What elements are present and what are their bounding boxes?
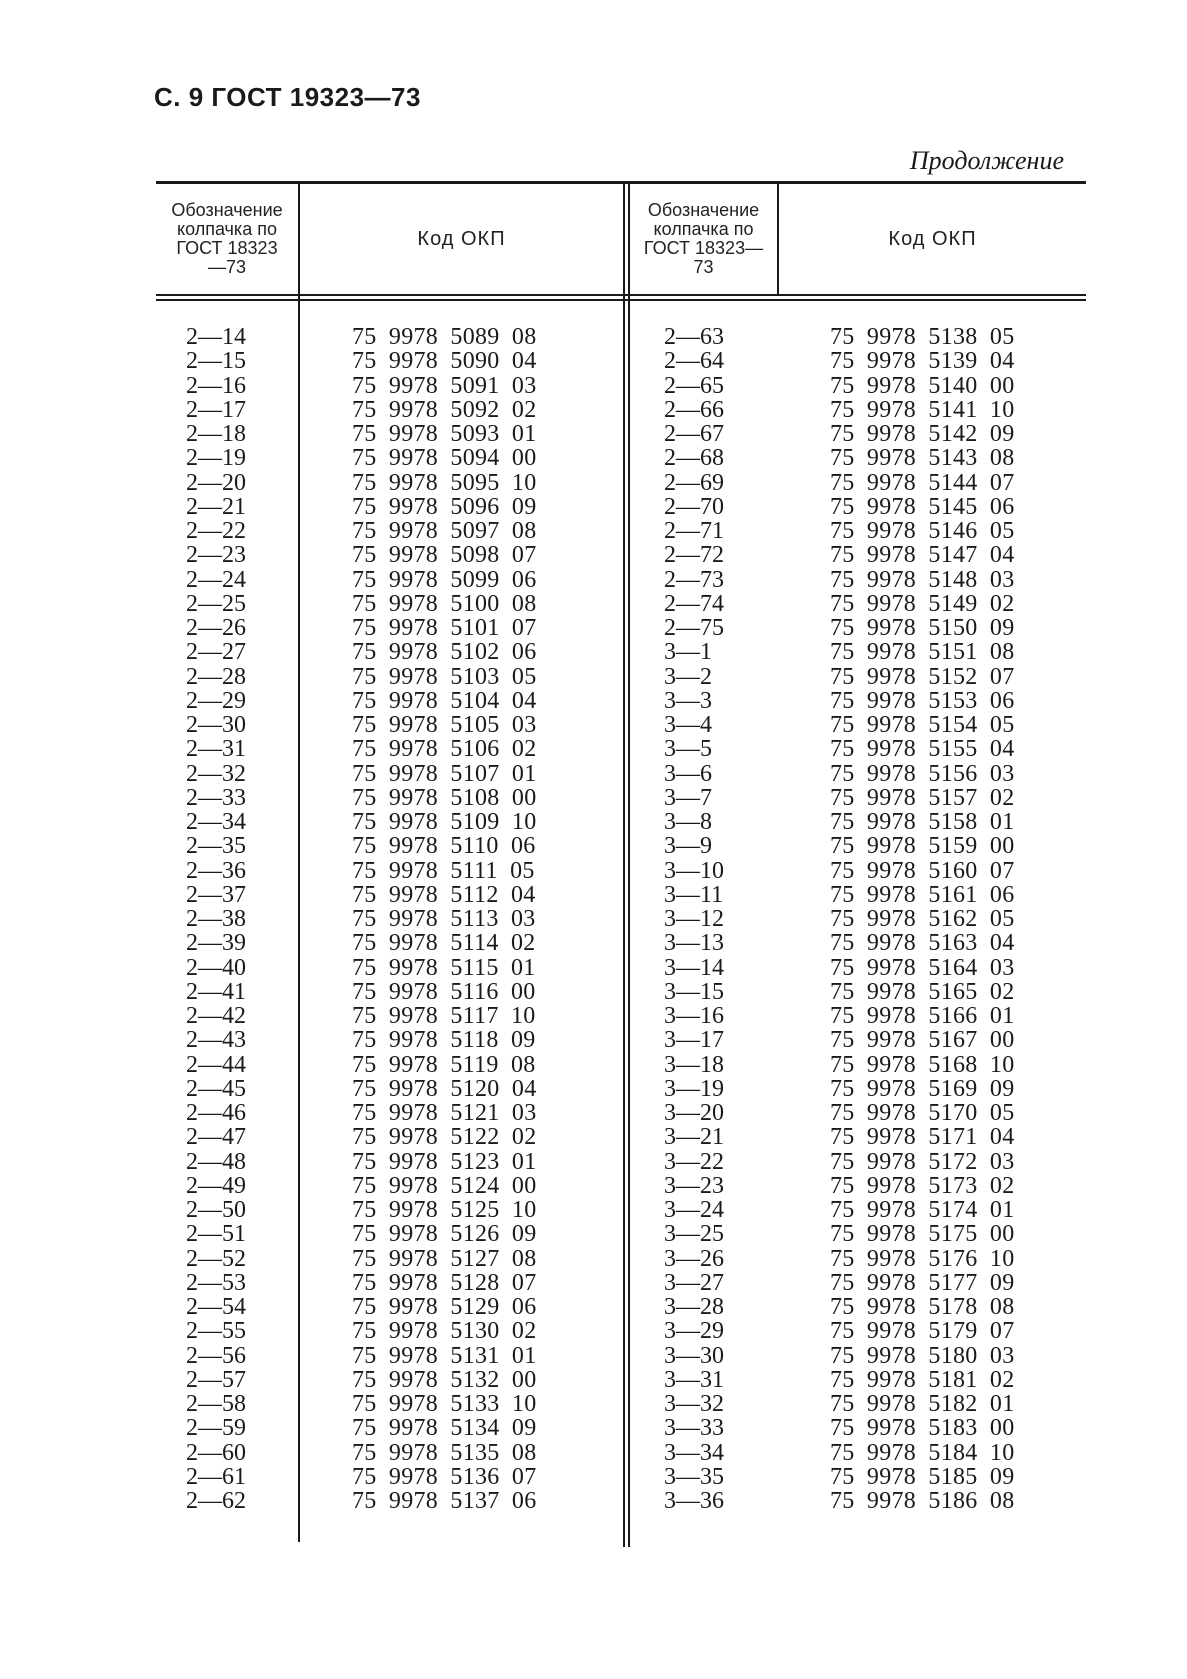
okp-code-cell: 75 9978 5145 06: [830, 493, 1015, 520]
okp-code-cell: 75 9978 5106 02: [352, 736, 537, 763]
okp-code-cell: 75 9978 5092 02: [352, 396, 537, 423]
designation-cell: 2—61: [186, 1463, 246, 1490]
continuation-label: Продолжение: [909, 146, 1064, 175]
okp-code-cell: 75 9978 5180 03: [830, 1342, 1015, 1369]
designation-cell: 2—49: [186, 1172, 246, 1199]
okp-code-cell: 75 9978 5126 09: [352, 1221, 537, 1248]
page-title: С. 9 ГОСТ 19323—73: [154, 82, 421, 112]
okp-code-cell: 75 9978 5116 00: [352, 978, 536, 1005]
okp-code-cell: 75 9978 5107 01: [352, 760, 537, 787]
okp-code-cell: 75 9978 5147 04: [830, 542, 1015, 569]
designation-cell: 2—15: [186, 348, 246, 375]
designation-cell: 2—40: [186, 954, 246, 981]
designation-cell: 2—47: [186, 1124, 246, 1151]
okp-code-cell: 75 9978 5090 04: [352, 348, 537, 375]
designation-cell: 3—10: [664, 857, 724, 884]
okp-code-cell: 75 9978 5165 02: [830, 978, 1015, 1005]
okp-code-cell: 75 9978 5156 03: [830, 760, 1015, 787]
designation-cell: 2—22: [186, 518, 246, 544]
okp-code-cell: 75 9978 5094 00: [352, 445, 537, 472]
okp-code-cell: 75 9978 5102 06: [352, 639, 537, 666]
designation-cell: 2—55: [186, 1318, 246, 1345]
okp-code-cell: 75 9978 5170 05: [830, 1100, 1015, 1126]
header-designation-text: Обозначение колпачка по ГОСТ 18323—73: [643, 200, 764, 277]
designation-cell: 2—70: [664, 493, 724, 520]
designation-cell: 2—43: [186, 1027, 246, 1054]
designation-cell: 3—20: [664, 1100, 724, 1126]
okp-code-cell: 75 9978 5139 04: [830, 348, 1015, 375]
header-designation-left: [156, 184, 298, 294]
okp-code-cell: 75 9978 5162 05: [830, 906, 1015, 932]
designation-cell: 2—44: [186, 1051, 246, 1078]
okp-code-cell: 75 9978 5113 03: [352, 906, 536, 932]
designation-cell: 2—26: [186, 615, 246, 641]
designation-cell: 2—66: [664, 396, 724, 423]
okp-code-cell: 75 9978 5142 09: [830, 421, 1015, 447]
okp-code-cell: 75 9978 5127 08: [352, 1245, 537, 1272]
okp-code-cell: 75 9978 5097 08: [352, 518, 537, 544]
designation-cell: 3—27: [664, 1269, 724, 1296]
designation-cell: 3—24: [664, 1197, 724, 1223]
okp-code-cell: 75 9978 5146 05: [830, 518, 1015, 544]
designation-cell: 2—63: [664, 324, 724, 350]
designation-cell: 2—74: [664, 590, 724, 617]
okp-code-cell: 75 9978 5098 07: [352, 542, 537, 569]
okp-code-cell: 75 9978 5153 06: [830, 687, 1015, 714]
designation-cell: 3—8: [664, 809, 712, 835]
designation-cell: 2—38: [186, 906, 246, 932]
okp-code-cell: 75 9978 5167 00: [830, 1027, 1015, 1054]
designation-cell: 2—51: [186, 1221, 246, 1248]
okp-code-cell: 75 9978 5117 10: [352, 1003, 536, 1029]
designation-cell: 2—19: [186, 445, 246, 472]
okp-code-cell: 75 9978 5096 09: [352, 493, 537, 520]
designation-cell: 2—17: [186, 396, 246, 423]
designation-cell: 2—21: [186, 493, 246, 520]
designation-cell: 3—16: [664, 1003, 724, 1029]
designation-cell: 2—64: [664, 348, 724, 375]
designation-cell: 3—21: [664, 1124, 724, 1151]
designation-cell: 2—59: [186, 1415, 246, 1442]
okp-code-cell: 75 9978 5159 00: [830, 833, 1015, 860]
designation-cell: 2—71: [664, 518, 724, 544]
designation-cell: 2—52: [186, 1245, 246, 1272]
okp-code-cell: 75 9978 5168 10: [830, 1051, 1015, 1078]
okp-code-cell: 75 9978 5158 01: [830, 809, 1015, 835]
designation-cell: 2—53: [186, 1269, 246, 1296]
designation-cell: 2—18: [186, 421, 246, 447]
designation-cell: 2—67: [664, 421, 724, 447]
designation-cell: 2—27: [186, 639, 246, 666]
okp-code-cell: 75 9978 5171 04: [830, 1124, 1015, 1151]
okp-code-cell: 75 9978 5109 10: [352, 809, 537, 835]
column-divider: [623, 184, 625, 1547]
designation-cell: 3—26: [664, 1245, 724, 1272]
okp-code-cell: 75 9978 5141 10: [830, 396, 1015, 423]
okp-code-cell: 75 9978 5091 03: [352, 372, 537, 399]
okp-code-cell: 75 9978 5100 08: [352, 590, 537, 617]
designation-cell: 3—28: [664, 1294, 724, 1320]
okp-code-cell: 75 9978 5128 07: [352, 1269, 537, 1296]
designation-cell: 3—30: [664, 1342, 724, 1369]
okp-code-cell: 75 9978 5148 03: [830, 566, 1015, 593]
designation-cell: 2—48: [186, 1148, 246, 1175]
designation-cell: 2—35: [186, 833, 246, 860]
okp-code-cell: 75 9978 5136 07: [352, 1463, 537, 1490]
okp-code-cell: 75 9978 5111 05: [352, 857, 535, 884]
designation-cell: 2—41: [186, 978, 246, 1005]
table-header-rule: [156, 294, 1086, 296]
okp-code-cell: 75 9978 5112 04: [352, 881, 536, 908]
okp-code-cell: 75 9978 5172 03: [830, 1148, 1015, 1175]
designation-cell: 3—11: [664, 881, 724, 908]
okp-code-cell: 75 9978 5186 08: [830, 1488, 1015, 1514]
okp-code-cell: 75 9978 5143 08: [830, 445, 1015, 472]
okp-code-cell: 75 9978 5163 04: [830, 930, 1015, 957]
okp-code-cell: 75 9978 5161 06: [830, 881, 1015, 908]
okp-code-cell: 75 9978 5089 08: [352, 324, 537, 350]
designation-cell: 2—72: [664, 542, 724, 569]
designation-cell: 3—5: [664, 736, 712, 763]
okp-code-cell: 75 9978 5181 02: [830, 1366, 1015, 1393]
okp-code-cell: 75 9978 5176 10: [830, 1245, 1015, 1272]
designation-cell: 2—56: [186, 1342, 246, 1369]
okp-code-cell: 75 9978 5185 09: [830, 1463, 1015, 1490]
designation-cell: 2—37: [186, 881, 246, 908]
designation-cell: 2—30: [186, 712, 246, 738]
okp-code-cell: 75 9978 5093 01: [352, 421, 537, 447]
okp-code-cell: 75 9978 5120 04: [352, 1075, 537, 1102]
designation-cell: 2—50: [186, 1197, 246, 1223]
designation-cell: 2—46: [186, 1100, 246, 1126]
okp-code-cell: 75 9978 5131 01: [352, 1342, 537, 1369]
designation-cell: 2—42: [186, 1003, 246, 1029]
okp-code-cell: 75 9978 5183 00: [830, 1415, 1015, 1442]
okp-code-cell: 75 9978 5166 01: [830, 1003, 1015, 1029]
okp-code-cell: 75 9978 5115 01: [352, 954, 536, 981]
okp-code-cell: 75 9978 5184 10: [830, 1439, 1015, 1466]
code-column-left: [352, 325, 537, 1513]
designation-cell: 3—12: [664, 906, 724, 932]
header-code-left: Код ОКП: [417, 227, 506, 250]
designation-cell: 2—60: [186, 1439, 246, 1466]
okp-code-cell: 75 9978 5150 09: [830, 615, 1015, 641]
okp-code-cell: 75 9978 5108 00: [352, 784, 537, 811]
designation-cell: 2—20: [186, 469, 246, 496]
okp-code-cell: 75 9978 5129 06: [352, 1294, 537, 1320]
okp-code-cell: 75 9978 5122 02: [352, 1124, 537, 1151]
designation-cell: 2—24: [186, 566, 246, 593]
designation-cell: 3—29: [664, 1318, 724, 1345]
okp-code-cell: 75 9978 5132 00: [352, 1366, 537, 1393]
designation-cell: 2—34: [186, 809, 246, 835]
designation-cell: 2—62: [186, 1488, 246, 1514]
okp-code-cell: 75 9978 5101 07: [352, 615, 537, 641]
okp-code-cell: 75 9978 5144 07: [830, 469, 1015, 496]
okp-code-cell: 75 9978 5164 03: [830, 954, 1015, 981]
okp-code-cell: 75 9978 5134 09: [352, 1415, 537, 1442]
okp-code-cell: 75 9978 5105 03: [352, 712, 537, 738]
designation-cell: 3—33: [664, 1415, 724, 1442]
designation-cell: 2—65: [664, 372, 724, 399]
designation-cell: 2—25: [186, 590, 246, 617]
code-column-right: [830, 325, 1015, 1513]
designation-cell: 3—25: [664, 1221, 724, 1248]
designation-cell: 2—68: [664, 445, 724, 472]
designation-cell: 2—33: [186, 784, 246, 811]
designation-cell: 2—29: [186, 687, 246, 714]
designation-cell: 2—54: [186, 1294, 246, 1320]
designation-cell: 3—1: [664, 639, 712, 666]
okp-code-cell: 75 9978 5155 04: [830, 736, 1015, 763]
column-divider: [298, 184, 300, 1542]
okp-code-cell: 75 9978 5154 05: [830, 712, 1015, 738]
designation-cell: 3—19: [664, 1075, 724, 1102]
okp-code-cell: 75 9978 5174 01: [830, 1197, 1015, 1223]
okp-code-cell: 75 9978 5173 02: [830, 1172, 1015, 1199]
designation-cell: 2—28: [186, 663, 246, 690]
okp-code-cell: 75 9978 5178 08: [830, 1294, 1015, 1320]
designation-cell: 3—32: [664, 1391, 724, 1417]
designation-cell: 2—58: [186, 1391, 246, 1417]
designation-cell: 3—18: [664, 1051, 724, 1078]
designation-cell: 2—23: [186, 542, 246, 569]
okp-code-cell: 75 9978 5149 02: [830, 590, 1015, 617]
okp-code-cell: 75 9978 5133 10: [352, 1391, 537, 1417]
header-designation-right: [630, 184, 777, 294]
okp-code-cell: 75 9978 5137 06: [352, 1488, 537, 1514]
okp-code-cell: 75 9978 5182 01: [830, 1391, 1015, 1417]
okp-code-cell: 75 9978 5151 08: [830, 639, 1015, 666]
okp-code-cell: 75 9978 5140 00: [830, 372, 1015, 399]
designation-cell: 3—23: [664, 1172, 724, 1199]
designation-cell: 3—14: [664, 954, 724, 981]
designation-cell: 2—45: [186, 1075, 246, 1102]
okp-code-cell: 75 9978 5099 06: [352, 566, 537, 593]
designation-cell: 3—6: [664, 760, 712, 787]
designation-cell: 3—13: [664, 930, 724, 957]
designation-cell: 2—69: [664, 469, 724, 496]
okp-code-cell: 75 9978 5118 09: [352, 1027, 536, 1054]
okp-code-cell: 75 9978 5095 10: [352, 469, 537, 496]
okp-code-cell: 75 9978 5123 01: [352, 1148, 537, 1175]
okp-code-cell: 75 9978 5175 00: [830, 1221, 1015, 1248]
okp-code-cell: 75 9978 5138 05: [830, 324, 1015, 350]
okp-code-cell: 75 9978 5157 02: [830, 784, 1015, 811]
okp-code-cell: 75 9978 5114 02: [352, 930, 536, 957]
designation-cell: 2—14: [186, 324, 246, 350]
table-header-rule: [156, 299, 1086, 301]
designation-cell: 3—2: [664, 663, 712, 690]
column-divider: [628, 184, 630, 1547]
designation-cell: 2—36: [186, 857, 246, 884]
designation-cell: 2—57: [186, 1366, 246, 1393]
okp-code-cell: 75 9978 5152 07: [830, 663, 1015, 690]
designation-cell: 2—32: [186, 760, 246, 787]
okp-code-cell: 75 9978 5169 09: [830, 1075, 1015, 1102]
designation-cell: 3—17: [664, 1027, 724, 1054]
okp-code-cell: 75 9978 5179 07: [830, 1318, 1015, 1345]
designation-cell: 2—73: [664, 566, 724, 593]
okp-code-cell: 75 9978 5103 05: [352, 663, 537, 690]
designation-cell: 2—31: [186, 736, 246, 763]
designation-cell: 3—7: [664, 784, 712, 811]
designation-cell: 3—3: [664, 687, 712, 714]
designation-cell: 2—16: [186, 372, 246, 399]
designation-cell: 3—34: [664, 1439, 724, 1466]
okp-code-cell: 75 9978 5124 00: [352, 1172, 537, 1199]
designation-cell: 3—15: [664, 978, 724, 1005]
okp-code-cell: 75 9978 5125 10: [352, 1197, 537, 1223]
designation-cell: 2—39: [186, 930, 246, 957]
okp-code-cell: 75 9978 5177 09: [830, 1269, 1015, 1296]
okp-code-cell: 75 9978 5104 04: [352, 687, 537, 714]
designation-column-left: [186, 325, 246, 1513]
okp-code-cell: 75 9978 5121 03: [352, 1100, 537, 1126]
designation-cell: 3—36: [664, 1488, 724, 1514]
designation-column-right: [664, 325, 724, 1513]
designation-cell: 3—4: [664, 712, 712, 738]
header-code-right: Код ОКП: [888, 227, 977, 250]
okp-code-cell: 75 9978 5135 08: [352, 1439, 537, 1466]
okp-code-cell: 75 9978 5130 02: [352, 1318, 537, 1345]
header-designation-text: Обозначение колпачка по ГОСТ 18323—73: [171, 200, 283, 277]
designation-cell: 2—75: [664, 615, 724, 641]
designation-cell: 3—22: [664, 1148, 724, 1175]
designation-cell: 3—31: [664, 1366, 724, 1393]
designation-cell: 3—35: [664, 1463, 724, 1490]
okp-code-cell: 75 9978 5119 08: [352, 1051, 536, 1078]
designation-cell: 3—9: [664, 833, 712, 860]
okp-code-cell: 75 9978 5160 07: [830, 857, 1015, 884]
okp-code-cell: 75 9978 5110 06: [352, 833, 536, 860]
